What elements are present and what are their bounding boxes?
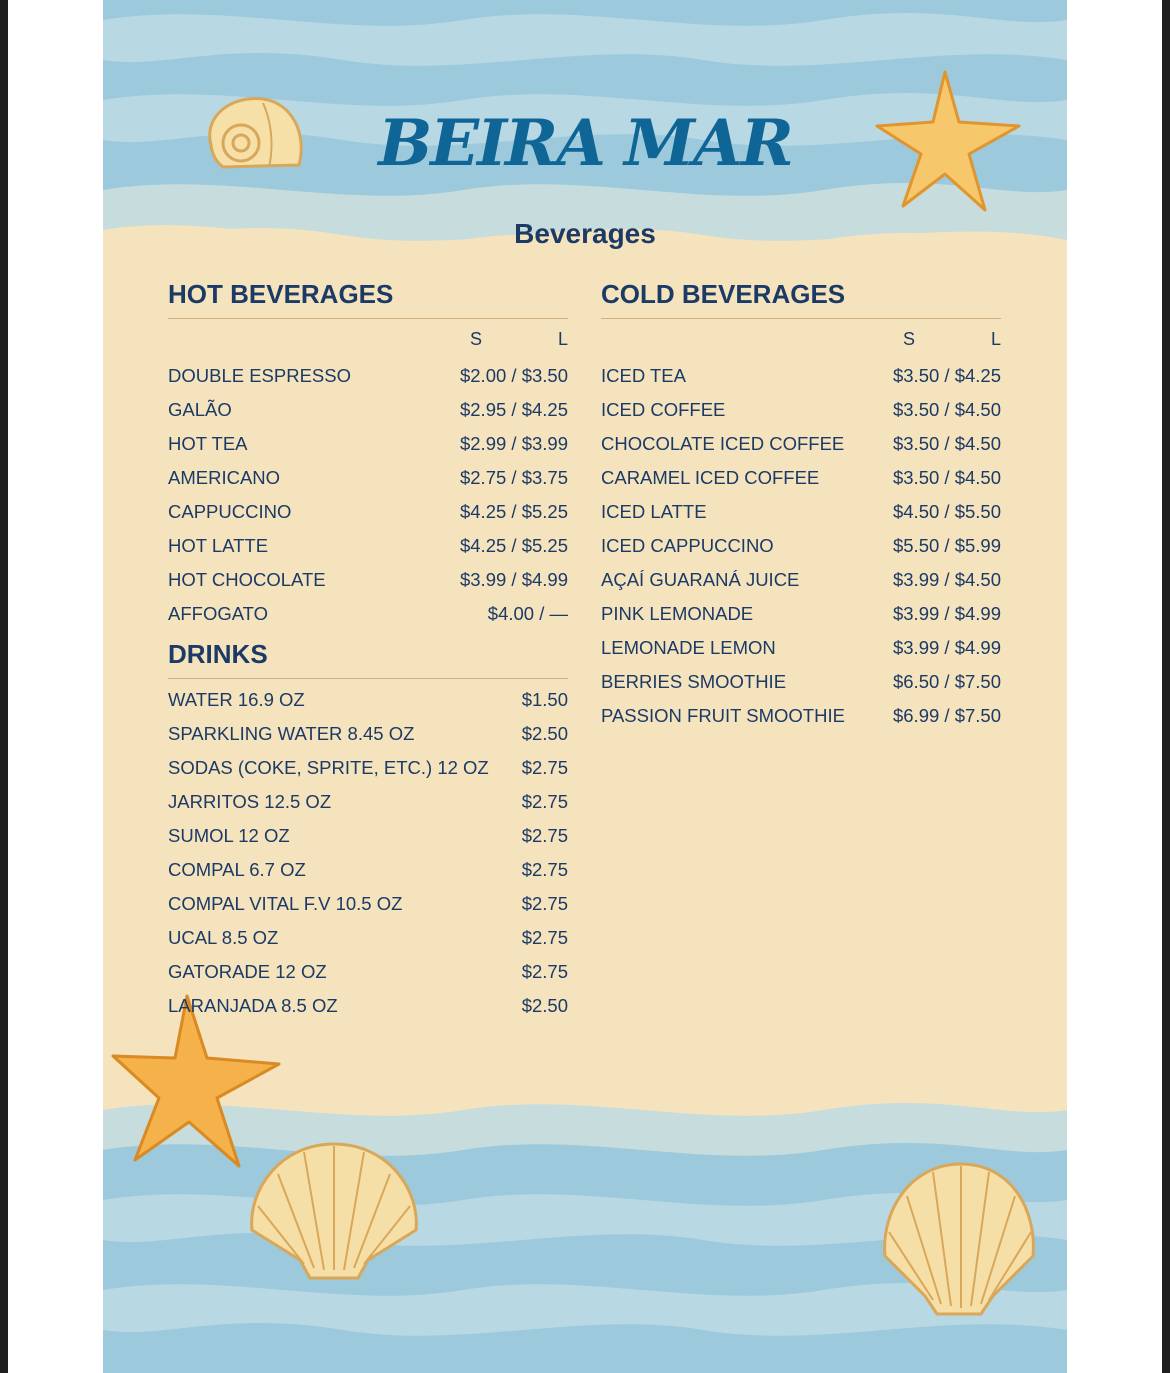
menu-item-price: $3.99 / $4.50 [892,569,1001,590]
menu-item-row [168,597,568,631]
menu-item-row [601,665,1001,699]
menu-item-name: HOT LATTE [168,535,269,556]
menu-item-row [168,717,568,751]
menu-item-price: $3.99 / $4.99 [892,637,1001,658]
menu-item-price: $3.99 / $4.99 [459,569,568,590]
menu-item-price: $2.75 [521,927,568,948]
menu-item-row [601,427,1001,461]
menu-item-row [601,461,1001,495]
drinks-list [168,683,568,1023]
menu-item-row [601,529,1001,563]
drinks-title: DRINKS [168,639,268,669]
menu-item-name: GALÃO [168,399,232,420]
menu-item-price: $3.50 / $4.50 [892,467,1001,488]
size-header [601,319,1001,359]
menu-item-name: PASSION FRUIT SMOOTHIE [601,705,845,726]
drinks-section [168,638,568,1023]
menu-item-price: $2.00 / $3.50 [459,365,568,386]
size-l-label: L [558,329,569,349]
menu-item-name: CHOCOLATE ICED COFFEE [601,433,845,454]
menu-item-price: $3.50 / $4.50 [892,433,1001,454]
menu-item-row [168,461,568,495]
menu-item-name: AFFOGATO [168,603,269,624]
menu-item-name: UCAL 8.5 OZ [168,927,279,948]
menu-item-row [601,495,1001,529]
menu-item-price: $2.75 / $3.75 [459,467,568,488]
brand-title: BEIRA MAR [378,106,792,181]
menu-item-name: ICED LATTE [601,501,707,522]
menu-item-name: SODAS (COKE, SPRITE, ETC.) 12 OZ [168,757,489,778]
menu-item-name: JARRITOS 12.5 OZ [168,791,332,812]
menu-item-row [601,631,1001,665]
menu-item-name: SPARKLING WATER 8.45 OZ [168,723,415,744]
menu-item-row [168,853,568,887]
menu-item-row [601,393,1001,427]
menu-item-name: PINK LEMONADE [601,603,754,624]
menu-item-price: $3.50 / $4.50 [892,399,1001,420]
menu-item-name: ICED TEA [601,365,686,386]
menu-item-price: $4.25 / $5.25 [459,501,568,522]
menu-item-name: AÇAÍ GUARANÁ JUICE [601,569,800,590]
menu-item-name: AMERICANO [168,467,281,488]
menu-item-name: GATORADE 12 OZ [168,961,327,982]
cold-beverages-list [601,359,1001,733]
hot-beverages-list [168,359,568,631]
menu-item-price: $5.50 / $5.99 [892,535,1001,556]
menu-item-row [168,427,568,461]
scallop-shell-icon [248,1140,420,1280]
menu-item-row [168,683,568,717]
hot-beverages-section [168,278,568,631]
menu-item-price: $4.00 / — [487,603,568,624]
menu-item-name: COMPAL VITAL F.V 10.5 OZ [168,893,403,914]
menu-item-price: $4.50 / $5.50 [892,501,1001,522]
menu-item-price: $2.50 [521,995,568,1016]
menu-item-name: HOT TEA [168,433,248,454]
menu-item-row [168,955,568,989]
menu-item-row [168,529,568,563]
menu-item-row [168,785,568,819]
menu-page [103,0,1067,1373]
menu-item-name: COMPAL 6.7 OZ [168,859,306,880]
menu-item-name: SUMOL 12 OZ [168,825,290,846]
menu-item-name: BERRIES SMOOTHIE [601,671,787,692]
menu-item-price: $3.99 / $4.99 [892,603,1001,624]
cold-beverages-title: COLD BEVERAGES [601,279,846,309]
menu-item-name: DOUBLE ESPRESSO [168,365,352,386]
menu-item-row [601,597,1001,631]
menu-item-row [601,359,1001,393]
menu-item-name: LARANJADA 8.5 OZ [168,995,338,1016]
menu-item-price: $3.50 / $4.25 [892,365,1001,386]
size-s-label: S [470,329,483,349]
menu-item-price: $2.75 [521,825,568,846]
cold-beverages-section [601,278,1001,733]
window-frame-right [1162,0,1170,1373]
menu-item-price: $2.95 / $4.25 [459,399,568,420]
size-l-label: L [991,329,1002,349]
menu-item-price: $2.50 [521,723,568,744]
menu-item-name: ICED CAPPUCCINO [601,535,774,556]
size-s-label: S [903,329,916,349]
menu-item-price: $4.25 / $5.25 [459,535,568,556]
menu-item-price: $1.50 [521,689,568,710]
menu-item-row [168,989,568,1023]
menu-item-row [168,359,568,393]
hot-beverages-title: HOT BEVERAGES [168,279,394,309]
menu-item-name: WATER 16.9 OZ [168,689,305,710]
section-divider [168,678,568,679]
menu-item-row [168,921,568,955]
menu-subtitle: Beverages [514,218,656,249]
menu-item-row [601,563,1001,597]
menu-item-row [168,563,568,597]
menu-item-row [168,751,568,785]
menu-item-name: ICED COFFEE [601,399,726,420]
menu-item-row [168,887,568,921]
menu-item-price: $2.75 [521,961,568,982]
menu-item-price: $6.50 / $7.50 [892,671,1001,692]
menu-item-price: $2.75 [521,859,568,880]
menu-item-name: HOT CHOCOLATE [168,569,326,590]
menu-item-row [168,819,568,853]
menu-item-price: $2.75 [521,893,568,914]
menu-item-row [168,495,568,529]
window-frame-left [0,0,8,1373]
menu-item-price: $6.99 / $7.50 [892,705,1001,726]
menu-item-name: LEMONADE LEMON [601,637,776,658]
menu-item-price: $2.99 / $3.99 [459,433,568,454]
menu-item-row [601,699,1001,733]
menu-item-name: CAPPUCCINO [168,501,292,522]
size-header [168,319,568,359]
menu-item-name: CARAMEL ICED COFFEE [601,467,820,488]
menu-item-price: $2.75 [521,791,568,812]
scallop-shell-icon-right [881,1160,1037,1318]
menu-item-price: $2.75 [521,757,568,778]
menu-item-row [168,393,568,427]
